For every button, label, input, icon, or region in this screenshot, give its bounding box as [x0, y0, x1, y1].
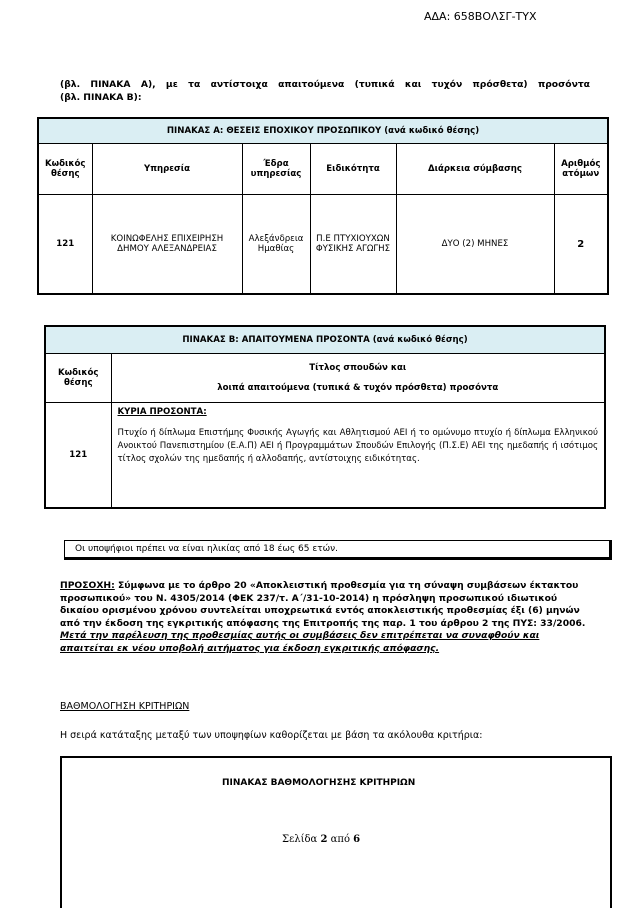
intro-line-2: (βλ. ΠΙΝΑΚΑ Β): [60, 92, 142, 103]
page-total: 6 [353, 834, 361, 845]
col-header-seat: Έδρα υπηρεσίας [242, 144, 310, 195]
cell-service: ΚΟΙΝΩΦΕΛΗΣ ΕΠΙΧΕΙΡΗΣΗ ΔΗΜΟΥ ΑΛΕΞΑΝΔΡΕΙΑΣ [92, 195, 242, 295]
ada-code: ΑΔΑ: 658ΒΟΛΣΓ-ΤΥΧ [424, 10, 537, 23]
main-qualifications-title: ΚΥΡΙΑ ΠΡΟΣΟΝΤΑ: [117, 407, 207, 417]
notice-label: ΠΡΟΣΟΧΗ: [60, 580, 115, 591]
page-prefix: Σελίδα [282, 834, 321, 845]
table-row [38, 195, 608, 295]
qualifications-header-line-1: Τίτλος σπουδών και [309, 363, 407, 373]
col-header-code: Κωδικός θέσης [38, 144, 92, 195]
notice-italic: Μετά την παρέλευση της προθεσμίας αυτής οι συμβάσεις δεν επιτρέπεται να συναφθούν και απαιτείται εκ νέου υποβολή αιτήματος για έκδοση εγκριτικής απόφασης. [60, 630, 540, 654]
table-qualifications [44, 325, 606, 509]
col-header-qualifications [111, 354, 605, 403]
intro-paragraph [60, 78, 590, 104]
notice-paragraph [60, 580, 594, 656]
cell-code: 121 [38, 195, 92, 295]
page-separator: από [327, 834, 354, 845]
qualifications-header-line-2: λοιπά απαιτούμενα (τυπικά & τυχόν πρόσθετα) προσόντα [217, 383, 499, 393]
cell-duration: ΔΥΟ (2) ΜΗΝΕΣ [396, 195, 554, 295]
col-header-persons: Αριθμός ατόμων [554, 144, 608, 195]
col-header-service: Υπηρεσία [92, 144, 242, 195]
cell-code: 121 [45, 403, 111, 509]
col-header-specialty: Ειδικότητα [310, 144, 396, 195]
page-current: 2 [320, 834, 328, 845]
main-qualifications-text: Πτυχίο ή δίπλωμα Επιστήμης Φυσικής Αγωγής και Αθλητισμού ΑΕΙ ή το ομώνυμο πτυχίο ή δίπλωμα Ελληνικού Ανοικτού Πανεπιστημίου (Ε.Α.Π) ΑΕΙ ή Προγραμμάτων Σπουδών Επιλογής (Π.Σ.Ε) ΑΕΙ της ημεδαπής ή ισότιμος τίτλος σχολών της ημεδαπής ή αλλοδαπής, αντίστοιχης ειδικότητας. [117, 428, 598, 464]
criteria-heading: ΒΑΘΜΟΛΟΓΗΣΗ ΚΡΙΤΗΡΙΩΝ [60, 701, 190, 712]
col-header-duration: Διάρκεια σύμβασης [396, 144, 554, 195]
cell-seat: Αλεξάνδρεια Ημαθίας [242, 195, 310, 295]
intro-line-1: (βλ. ΠΙΝΑΚΑ Α), με τα αντίστοιχα απαιτούμενα (τυπικά και τυχόν πρόσθετα) προσόντα [60, 79, 590, 90]
notice-text: Σύμφωνα με το άρθρο 20 «Αποκλειστική προθεσμία για τη σύναψη συμβάσεων έκτακτου προσωπικού» του Ν. 4305/2014 (ΦΕΚ 237/τ. Α΄/31-10-2014) η πρόσληψη προσωπικού ιδιωτικού δικαίου ορισμένου χρόνου συντελείται υποχρεωτικά εντός αποκλειστικής προθεσμίας έξι (6) μηνών από την έκδοση της εγκριτικής απόφασης της Επιτροπής της παρ. 1 του άρθρου 2 της ΠΥΣ: 33/2006. [60, 580, 586, 629]
table-row [45, 403, 605, 509]
table-b-caption: ΠΙΝΑΚΑΣ Β: ΑΠΑΙΤΟΥΜΕΝΑ ΠΡΟΣΟΝΤΑ (ανά κωδικό θέσης) [45, 326, 605, 354]
table-positions [37, 117, 609, 295]
criteria-table-title: ΠΙΝΑΚΑΣ ΒΑΘΜΟΛΟΓΗΣΗΣ ΚΡΙΤΗΡΙΩΝ [222, 778, 416, 788]
criteria-text: Η σειρά κατάταξης μεταξύ των υποψηφίων καθορίζεται με βάση τα ακόλουθα κριτήρια: [60, 730, 483, 741]
col-header-code: Κωδικός θέσης [45, 354, 111, 403]
page-number [282, 834, 360, 845]
cell-specialty: Π.Ε ΠΤΥΧΙΟΥΧΩΝ ΦΥΣΙΚΗΣ ΑΓΩΓΗΣ [310, 195, 396, 295]
table-a-caption: ΠΙΝΑΚΑΣ Α: ΘΕΣΕΙΣ ΕΠΟΧΙΚΟΥ ΠΡΟΣΩΠΙΚΟΥ (ανά κωδικό θέσης) [38, 118, 608, 144]
cell-persons: 2 [554, 195, 608, 295]
age-requirement-box: Οι υποψήφιοι πρέπει να είναι ηλικίας από 18 έως 65 ετών. [64, 540, 612, 560]
